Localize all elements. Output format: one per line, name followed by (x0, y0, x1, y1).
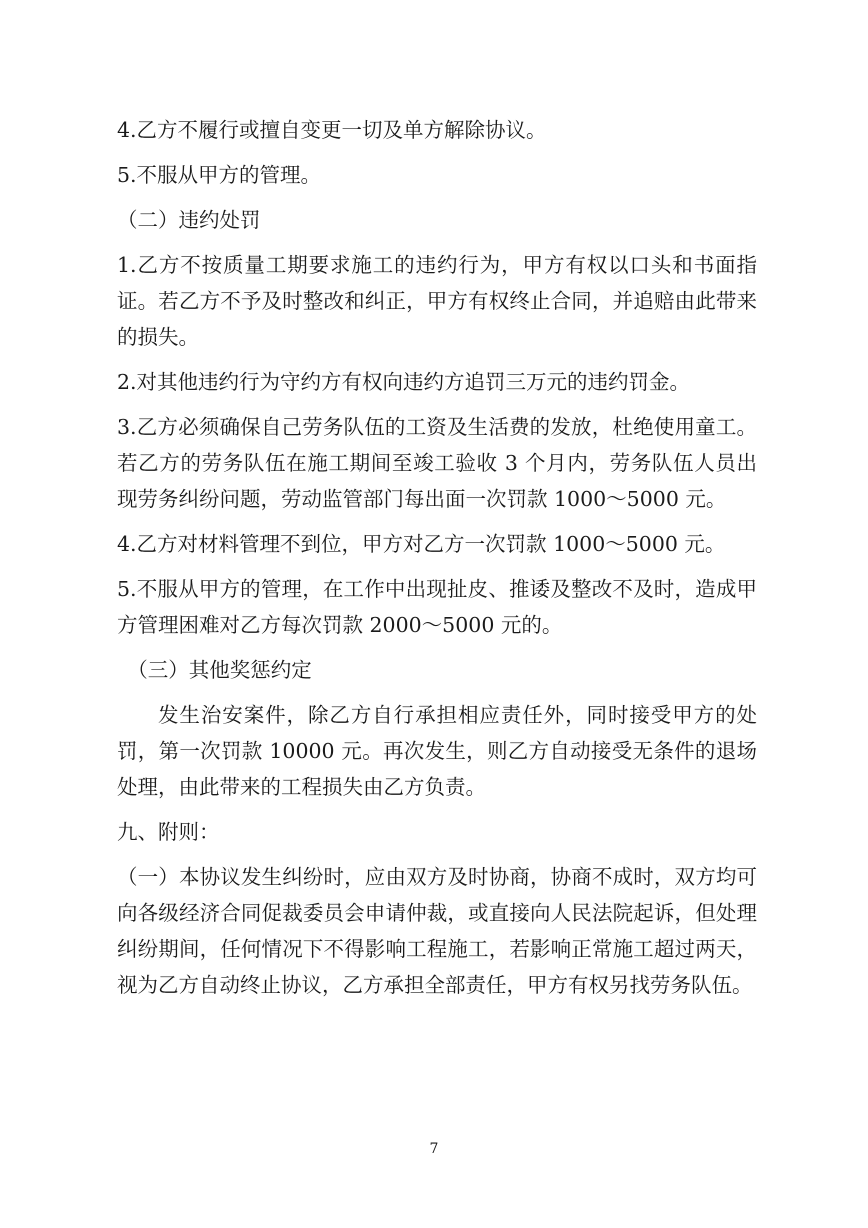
clause-4-breach: 4.乙方不履行或擅自变更一切及单方解除协议。 (117, 118, 547, 142)
section-heading-supplementary: 九、附则： (117, 820, 220, 844)
penalty-clause-1: 1.乙方不按质量工期要求施工的违约行为，甲方有权以口头和书面指证。若乙方不予及时整改和纠正，甲方有权终止合同，并追赔由此带来的损失。 (117, 253, 757, 349)
page-number: 7 (429, 1141, 439, 1157)
penalty-clause-4: 4.乙方对材料管理不到位，甲方对乙方一次罚款 1000～5000 元。 (117, 532, 726, 556)
penalty-clause-3: 3.乙方必须确保自己劳务队伍的工资及生活费的发放，杜绝使用童工。若乙方的劳务队伍在施工期间至竣工验收 3 个月内，劳务队伍人员出现劳务纠纷问题，劳动监管部门每出面一次罚款 1000～5000 元。 (117, 415, 757, 511)
dispute-clause: （一）本协议发生纠纷时，应由双方及时协商，协商不成时，双方均可向各级经济合同促裁委员会申请仲裁，或直接向人民法院起诉，但处理纠纷期间，任何情况下不得影响工程施工，若影响正常施工超过两天，视为乙方自动终止协议，乙方承担全部责任，甲方有权另找劳务队伍。 (117, 865, 757, 997)
penalty-clause-5: 5.不服从甲方的管理，在工作中出现扯皮、推诿及整改不及时，造成甲方管理困难对乙方每次罚款 2000～5000 元的。 (117, 577, 757, 637)
section-heading-other-rewards: （三）其他奖惩约定 (127, 658, 312, 682)
security-incident-paragraph: 发生治安案件，除乙方自行承担相应责任外，同时接受甲方的处罚，第一次罚款 10000 元。再次发生，则乙方自动接受无条件的退场处理，由此带来的工程损失由乙方负责。 (117, 703, 757, 799)
document-body (117, 112, 757, 1012)
clause-5-breach: 5.不服从甲方的管理。 (117, 163, 322, 187)
section-heading-penalties: （二）违约处罚 (117, 208, 261, 232)
penalty-clause-2: 2.对其他违约行为守约方有权向违约方追罚三万元的违约罚金。 (117, 370, 691, 394)
